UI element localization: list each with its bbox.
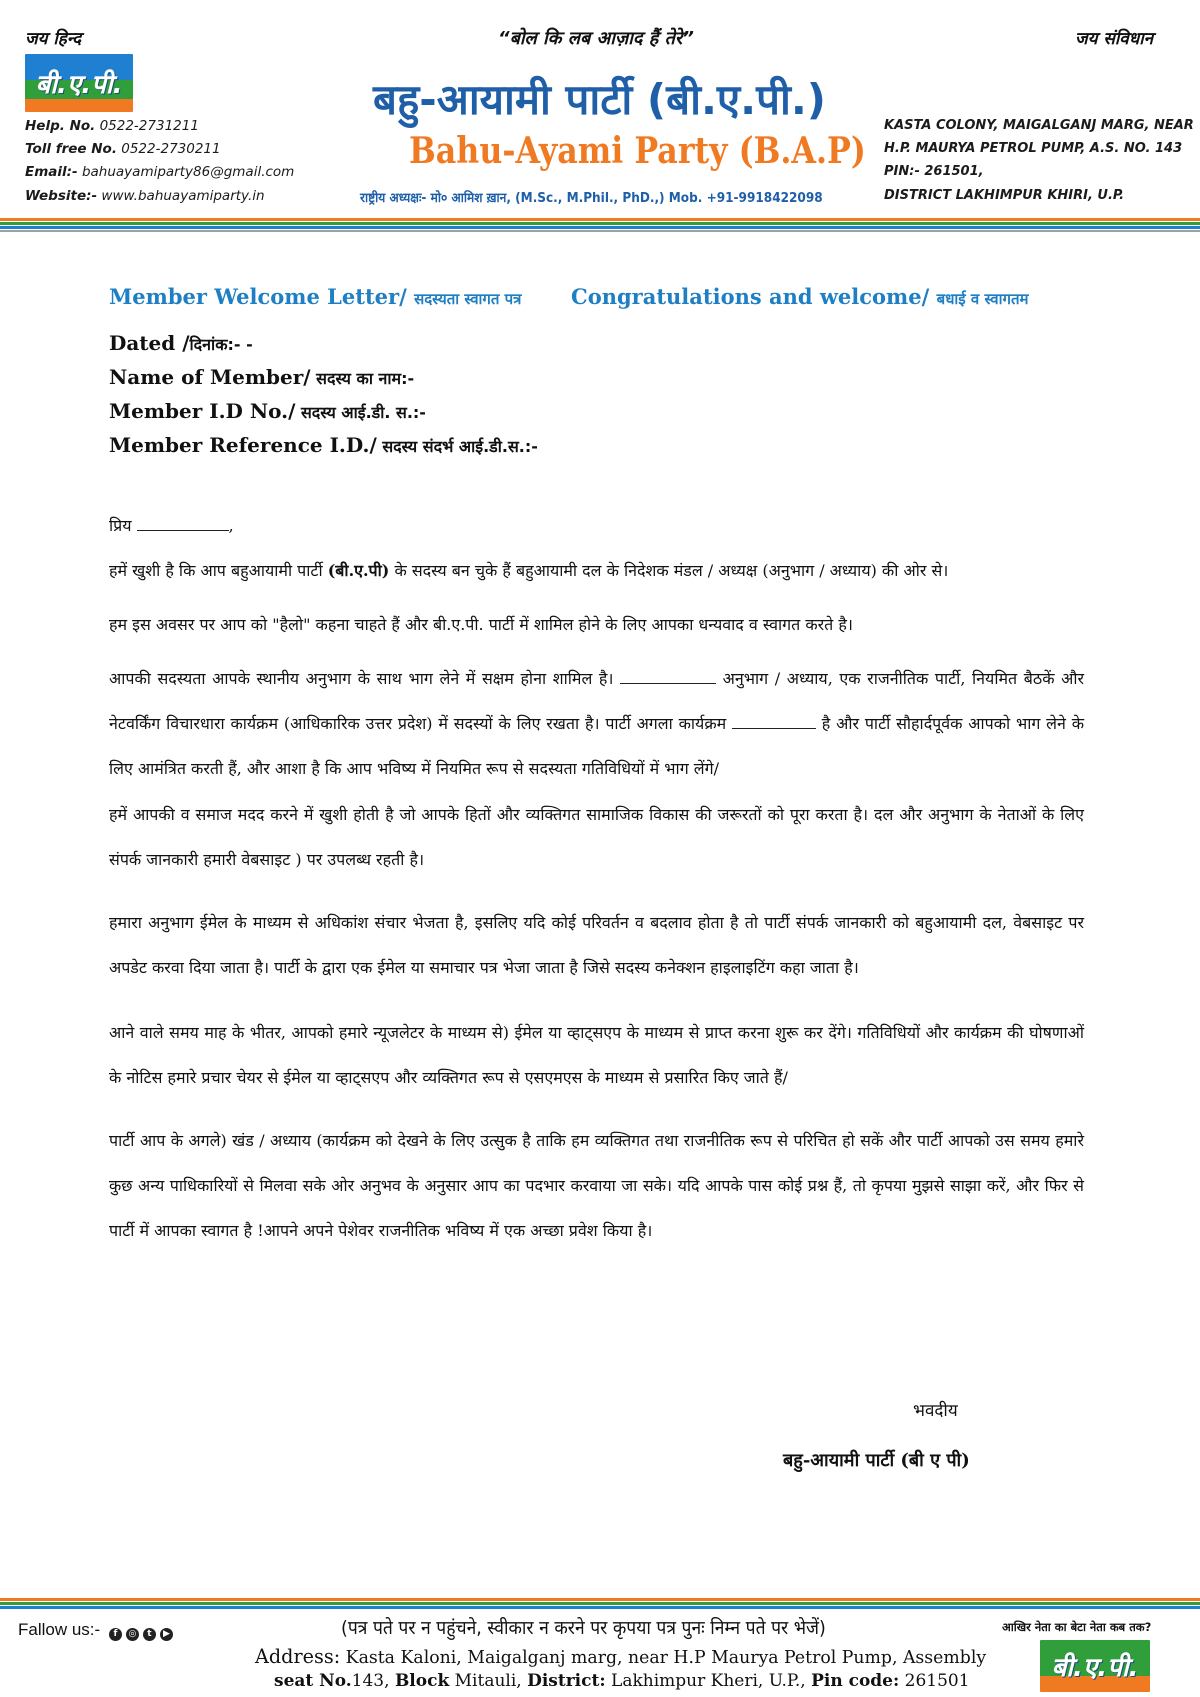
president-line: राष्ट्रीय अध्यक्षः- मो० आमिश ख़ान, (M.Sc., M.Phil., PhD.,) Mob. +91-9918422098	[360, 191, 823, 206]
field-member-id: Member I.D No./ सदस्य आई.डी. स.:-	[109, 399, 426, 423]
footer-address-line-2: seat No.143, Block Mitauli, District: Lakhimpur Kheri, U.P., Pin code: 261501	[274, 1671, 970, 1691]
paragraph-6: आने वाले समय माह के भीतर, आपको हमारे न्यूजलेटर के माध्यम से) ईमेल या व्हाट्सएप के माध्यम से प्राप्त करना शुरू कर देंगे। गतिविधियों और कार्यक्रम की घोषणाओं के नोटिस हमारे प्रचार चेयर से ईमेल या व्हाट्सएप और व्यक्तिगत रूप से एसएमएस के माध्यम से प्रसारित किए जाते हैं/	[109, 1023, 1084, 1087]
follow-us: Fallow us:- f ◎ t ▶	[18, 1620, 173, 1641]
title-congratulations: Congratulations and welcome/ बधाई व स्वागतम	[571, 284, 1029, 309]
paragraph-2: हम इस अवसर पर आप को "हैलो" कहना चाहते हैं और बी.ए.पी. पार्टी में शामिल होने के लिए आपका धन्यवाद व स्वागत करते है।	[109, 615, 853, 634]
facebook-icon[interactable]: f	[109, 1628, 122, 1641]
jai-samvidhan-text: जय संविधान	[1075, 29, 1154, 49]
member-fields	[109, 327, 538, 463]
youtube-icon[interactable]: ▶	[160, 1628, 173, 1641]
paragraph-1: हमें खुशी है कि आप बहुआयामी पार्टी (बी.ए.पी) के सदस्य बन चुके हैं बहुआयामी दल के निदेशक मंडल / अध्यक्ष (अनुभाग / अध्याय) की ओर से।	[109, 561, 949, 580]
paragraph-4: हमें आपकी व समाज मदद करने में खुशी होती है जो आपके हितों और व्यक्तिगत सामाजिक विकास की जरूरतों को पूरा करता है। दल और अनुभाग के नेताओं के लिए संपर्क जानकारी हमारी वेबसाइट ) पर उपलब्ध रहती है।	[109, 805, 1084, 869]
party-name-hindi: बहु-आयामी पार्टी (बी.ए.पी.)	[373, 75, 826, 124]
paragraph-3: आपकी सदस्यता आपके स्थानीय अनुभाग के साथ भाग लेने में सक्षम होना शामिल है। अनुभाग / अध्याय, एक राजनीतिक पार्टी, नियमित बैठकें और नेटवर्किंग विचारधारा कार्यक्रम (आधिकारिक उत्तर प्रदेश) में सदस्यों के लिए रखता है। पार्टी अगला कार्यक्रम है और पार्टी सौहार्दपूर्वक आपको भाग लेने के लिए आमंत्रित करती हैं, और आशा है कि आप भविष्य में नियमित रूप से सदस्यता गतिविधियों में भाग लेंगे/	[109, 669, 1084, 778]
paragraph-7: पार्टी आप के अगले) खंड / अध्याय (कार्यक्रम को देखने के लिए उत्सुक है ताकि हम व्यक्तिगत तथा राजनीतिक रूप से परिचित हो सकें और पार्टी आपको उस समय हमारे कुछ अन्य पाधिकारियों से मिलवा सके ओर अनुभव के अनुसार आप का पदभार करवाया जा सके। यदि आपके पास कोई प्रश्न हैं, तो कृपया मुझसे साझा करें, और फिर से पार्टी में आपका स्वागत है !आपने अपने पेशेवर राजनीतिक भविष्य में एक अच्छा प्रवेश किया है।	[109, 1131, 1084, 1240]
slogan-text: “बोल कि लब आज़ाद हैं तेरे”	[498, 28, 694, 49]
paragraph-5: हमारा अनुभाग ईमेल के माध्यम से अधिकांश संचार भेजता है, इसलिए यदि कोई परिवर्तन व बदलाव होता है तो पार्टी संपर्क जानकारी को बहुआयामी दल, वेबसाइट पर अपडेट करवा दिया जाता है। पार्टी के द्वारा एक ईमेल या समाचार पत्र भेजा जाता है जिसे सदस्य कनेक्शन हाइलाइटिंग कहा जाता है।	[109, 913, 1084, 977]
signature-text: बहु-आयामी पार्टी (बी ए पी)	[783, 1450, 970, 1471]
footer-address-line-1: Address: Kasta Kaloni, Maigalganj marg, near H.P Maurya Petrol Pump, Assembly	[255, 1644, 987, 1668]
field-dated: Dated /दिनांक:- -	[109, 331, 253, 355]
party-name-english: Bahu-Ayami Party (B.A.P)	[409, 130, 866, 172]
salutation: प्रिय ,	[109, 516, 234, 535]
header-address-line-1: KASTA COLONY, MAIGALGANJ MARG, NEAR	[884, 118, 1194, 133]
program-blank	[732, 727, 816, 729]
email: Email:- bahuayamiparty86@gmail.com	[25, 164, 295, 180]
helpline: Help. No. 0522-2731211	[25, 118, 199, 134]
name-blank	[137, 529, 229, 531]
party-logo-text: बी.ए.पी.	[35, 70, 123, 100]
jai-hind-text: जय हिन्द	[25, 29, 82, 49]
footer-logo-text: बी.ए.पी.	[1051, 1653, 1139, 1683]
section-blank	[620, 682, 716, 684]
return-note: (पत्र पते पर न पहुंचने, स्वीकार न करने पर कृपया पत्र पुनः निम्न पते पर भेजें)	[341, 1617, 826, 1639]
website: Website:- www.bahuayamiparty.in	[25, 188, 265, 204]
tollfree: Toll free No. 0522-2730211	[25, 141, 221, 157]
header-address-line-4: DISTRICT LAKHIMPUR KHIRI, U.P.	[884, 188, 1125, 203]
field-member-name: Name of Member/ सदस्य का नाम:-	[109, 365, 415, 389]
party-logo	[25, 54, 133, 112]
footer-logo	[1040, 1640, 1150, 1692]
header-address-line-3: PIN:- 261501,	[884, 164, 984, 179]
footer-tagline: आखिर नेता का बेटा नेता कब तक?	[1002, 1620, 1152, 1634]
closing-text: भवदीय	[913, 1401, 958, 1421]
title-member-welcome: Member Welcome Letter/ सदस्यता स्वागत पत्र	[109, 284, 522, 309]
twitter-icon[interactable]: t	[143, 1628, 156, 1641]
header-address-line-2: H.P. MAURYA PETROL PUMP, A.S. NO. 143	[884, 141, 1183, 156]
field-reference-id: Member Reference I.D./ सदस्य संदर्भ आई.डी.स.:-	[109, 433, 538, 457]
instagram-icon[interactable]: ◎	[126, 1628, 139, 1641]
